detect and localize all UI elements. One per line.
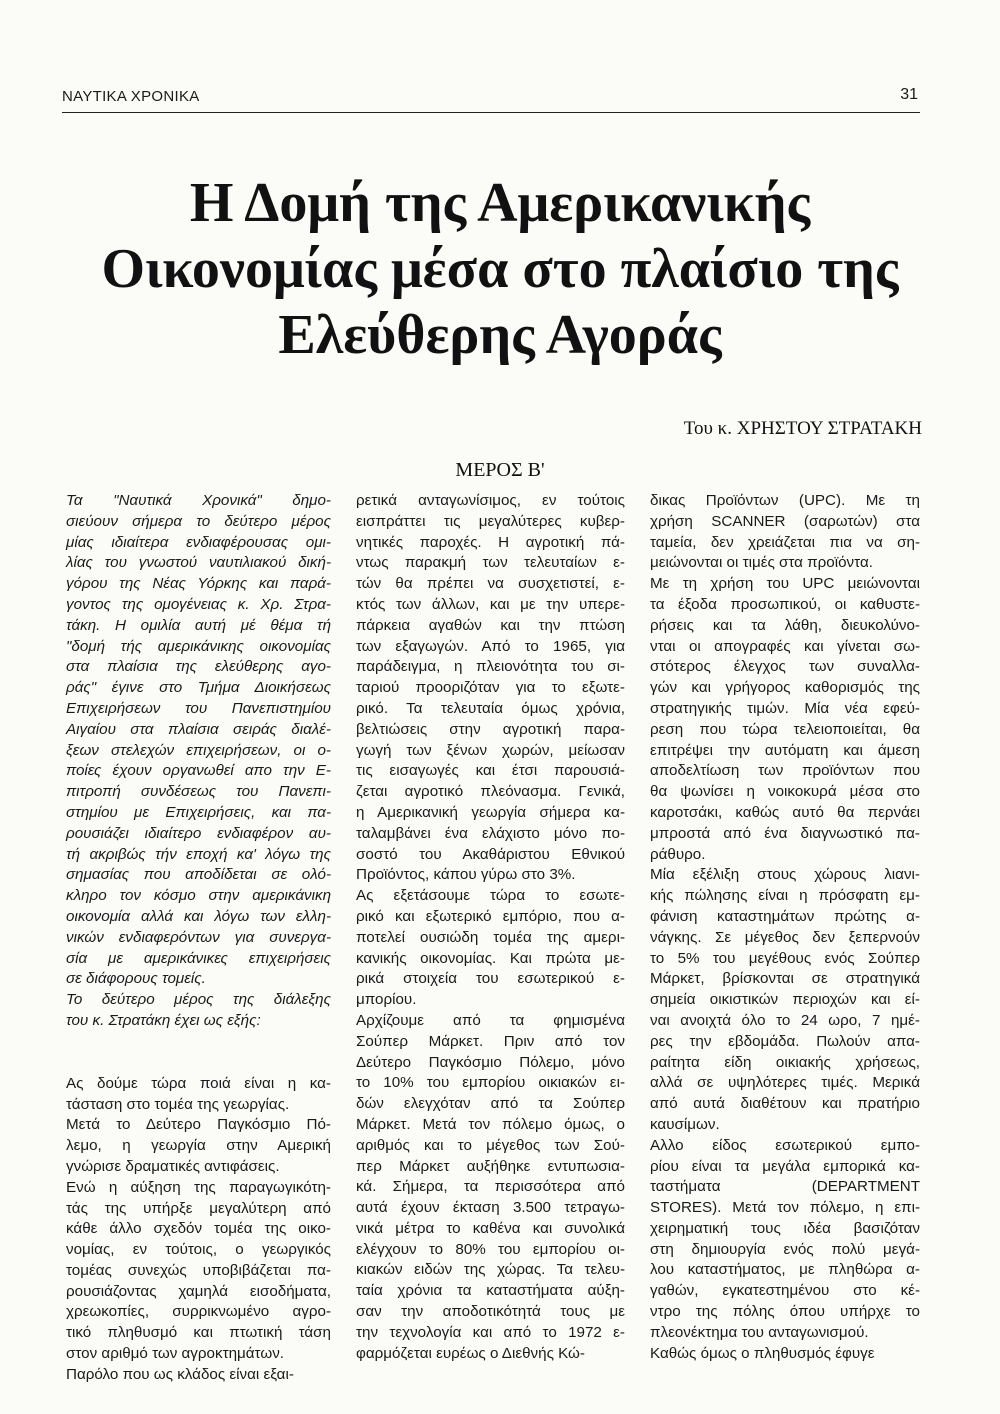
text-line: ρικό και εξωτερικό εμπόριο, που α- — [356, 907, 625, 925]
text-line: Αιγαίου στα πλαίσια σειράς διαλέ- — [66, 720, 331, 738]
text-line: ρικό. Τα τελευταία όμως χρόνια, — [356, 699, 625, 717]
text-line: Ας δούμε τώρα ποιά είναι η κα- — [66, 1074, 331, 1092]
text-line: καροτσάκι, καθώς αυτό θα περνάει — [650, 803, 920, 821]
text-line: κά. Σήμερα, τα περισσότερα από — [356, 1178, 625, 1196]
text-line: τάκη. Η ομιλία αυτή μέ θέμα τή — [66, 616, 331, 634]
text-line: ναι ανοιχτά όλο το 24 ωρο, 7 ημέ- — [650, 1011, 920, 1029]
text-line: ταριού προοριζόταν για το εξωτε- — [356, 679, 625, 697]
text-line: γοντος της ομογένειας κ. Χρ. Στρα- — [66, 595, 331, 613]
text-line: σε διάφορους τομείς. — [66, 970, 206, 988]
text-line: σοστό του Ακαθάριστου Εθνικού — [356, 845, 625, 863]
text-line: δικας Προϊόντων (UPC). Με τη — [650, 492, 920, 509]
text-line: το 5% του μεγέθους ενός Σούπερ — [650, 949, 920, 967]
text-line: κιακών ειδών της χώρας. Τα τελευ- — [356, 1261, 625, 1279]
text-line: τικό πληθυσμό και πτωτική τάση — [66, 1324, 331, 1342]
text-line: ποτελεί ουσιώδη τομέα της αμερι- — [356, 928, 625, 946]
text-line: παράδειγμα, η πλειονότητα του σι- — [356, 658, 625, 676]
text-line: Αρχίζουμε από τα φημισμένα — [356, 1011, 625, 1029]
part-heading: ΜΕΡΟΣ Β' — [455, 459, 545, 481]
running-header — [62, 86, 920, 113]
text-line: ταστήματα (DEPARTMENT — [650, 1178, 920, 1196]
text-line: σημασίας που αποδίδεται σε ολό- — [66, 866, 331, 884]
text-line: τών θα πρέπει να συσχετιστεί, ε- — [356, 575, 625, 593]
text-line: Σούπερ Μάρκετ. Πριν από τον — [356, 1032, 625, 1050]
text-line: τάσταση στο τομέα της γεωργίας. — [66, 1095, 290, 1113]
text-line: χρεωκοπίες, συρρικνωμένο αγρο- — [66, 1303, 331, 1321]
text-column-2 — [356, 491, 625, 1364]
title-line: Οικονομίας μέσα στο πλαίσιο της — [101, 238, 899, 300]
text-line: ταμεία, δεν χρειάζεται πια να ση- — [650, 533, 920, 551]
text-line: φαρμόζεται ευρέως ο Διεθνής Κώ- — [356, 1344, 585, 1362]
text-line: πιτροπή συνδέσεως του Πανεπι- — [66, 783, 331, 801]
text-line: τα έξοδα προσωπικού, οι καθυστε- — [650, 595, 920, 613]
text-line: την τεχνολογία και από το 1972 ε- — [356, 1323, 625, 1341]
title-line: Ελεύθερης Αγοράς — [278, 304, 722, 366]
text-line: νητικές παροχές. Η αγροτική πά- — [356, 533, 625, 551]
text-line: Τα "Ναυτικά Χρονικά" δημο- — [66, 492, 331, 509]
text-line: Μία εξέλιξη στους χώρους λιανι- — [650, 866, 920, 884]
text-line: ράς" έγινε στο Τμήμα Διοικήσεως — [66, 679, 331, 697]
text-column-3 — [650, 491, 920, 1364]
article-title — [70, 170, 930, 368]
text-line: στον αριθμό των αγροκτημάτων. — [66, 1345, 285, 1363]
text-line: εισπράττει τις μεγαλύτερες κυβερ- — [356, 512, 625, 530]
text-line: τή ακριβώς τήν εποχή κα' λόγω της — [66, 845, 331, 863]
text-line: θα ψωνίσει η νοικοκυρά μέσα στο — [650, 783, 920, 801]
text-line: ρουσιάζοντας χαμηλά εισοδήματα, — [66, 1282, 331, 1300]
text-line: κής πώλησης είναι η πρόσφατη εμ- — [650, 887, 920, 905]
text-line: αποδελτίωση των προϊόντων που — [650, 762, 920, 780]
text-line: περ Μάρκετ αυξήθηκε εντυπωσια- — [356, 1157, 625, 1175]
text-line: από αυτά διαθέτουν και πρατήριο — [650, 1095, 920, 1113]
text-line: χρήση SCANNER (σαρωτών) στα — [650, 512, 920, 530]
text-line: ρεση που τώρα τελειοποιείται, θα — [650, 720, 920, 738]
text-line: γωγή των ξένων χωρών, μείωσαν — [356, 741, 625, 759]
text-line: μίας ιδιαίτερα ενδιαφέρουσας ομι- — [66, 533, 331, 551]
text-line: δών ελεγχόταν από τα Σούπερ — [356, 1095, 625, 1113]
text-line: τάς της υπήρξε μεγαλύτερη από — [66, 1199, 331, 1217]
text-line: ξεων στελεχών επιχειρήσεων, οι ο- — [66, 741, 331, 759]
text-line: κάθε άλλο σχεδόν τομέα της οικο- — [66, 1220, 331, 1238]
text-line: ντρο της πόλης όπου υπήρχε το — [650, 1303, 920, 1321]
text-line: Το δεύτερο μέρος της διάλεξης — [66, 991, 331, 1009]
text-line: Δεύτερο Παγκόσμιο Πόλεμο, μόνο — [356, 1053, 625, 1071]
text-line: Ας εξετάσουμε τώρα το εσωτε- — [356, 887, 625, 905]
text-line: σημεία οικιστικών περιοχών και εί- — [650, 991, 920, 1009]
journal-name: ΝΑΥΤΙΚΑ ΧΡΟΝΙΚΑ — [62, 88, 200, 105]
text-line: στα πλαίσια της ελεύθερης αγο- — [66, 658, 331, 676]
text-line: "δομή τής αμερικάνικης οικονομίας — [66, 637, 331, 655]
text-line: Καθώς όμως ο πληθυσμός έφυγε — [650, 1344, 875, 1362]
text-line: ρήσεις και τα λάθη, διευκολύνο- — [650, 616, 920, 634]
text-line: νικών ενδιαφερόντων για συνεργα- — [66, 928, 331, 946]
text-line: Μετά το Δεύτερο Παγκόσμιο Πό- — [66, 1116, 331, 1134]
text-line: ραίτητα είδη οικιακής χρήσεως, — [650, 1053, 920, 1071]
text-line: Αλλο είδος εσωτερικού εμπο- — [650, 1136, 920, 1154]
paragraph-gap — [66, 1032, 331, 1074]
text-line: αλλά σε υψηλότερες τιμές. Μερικά — [650, 1074, 920, 1092]
text-line: τις εισαγωγές και έτσι παρουσιά- — [356, 762, 625, 780]
text-line: σιεύουν σήμερα το δεύτερο μέρος — [66, 512, 331, 530]
author-byline: Του κ. ΧΡΗΣΤΟΥ ΣΤΡΑΤΑΚΗ — [683, 418, 922, 439]
text-line: λου καταστήματος, με πληθώρα α- — [650, 1261, 920, 1279]
text-line: φάνιση καταστημάτων πρώτης α- — [650, 907, 920, 925]
page-number: 31 — [900, 86, 918, 103]
text-line: του κ. Στρατάκη έχει ως εξής: — [66, 1011, 261, 1029]
text-line: ποίες έχουν οργανωθεί απο την Ε- — [66, 762, 331, 780]
text-line: πάρκεια αγαθών και την πτώση — [356, 616, 625, 634]
text-line: γαθών, εγκατεστημένου στο κέ- — [650, 1282, 920, 1300]
text-line: ρουσιάζει ιδιαίτερο ενδιαφέρον αυ- — [66, 824, 331, 842]
text-line: STORES). Μετά τον πόλεμο, η επι- — [650, 1199, 920, 1217]
text-line: Μάρκετ. Μετά τον πόλεμο όμως, ο — [356, 1115, 625, 1133]
text-line: Ενώ η αύξηση της παραγωγικότη- — [66, 1178, 331, 1196]
text-line: των εξαγωγών. Από το 1965, για — [356, 637, 625, 655]
text-line: νικά μέτρα το καθένα και συνολικά — [356, 1219, 625, 1237]
text-line: Μάρκετ, βρίσκονται σε στρατηγικά — [650, 970, 920, 988]
text-line: λεμο, η γεωργία στην Αμερική — [66, 1137, 331, 1155]
text-line: στημίου με Επιχειρήσεις, και πα- — [66, 803, 331, 821]
text-line: ταλαμβάνει ένα ελάχιστο μόνο πο- — [356, 824, 625, 842]
text-line: στότερος έλεγχος των συναλλα- — [650, 658, 920, 676]
text-line: επιτρέψει την αυτόματη και άμεση — [650, 741, 920, 759]
text-line: το 10% του εμπορίου οικιακών ει- — [356, 1074, 625, 1092]
text-line: τομέας συνεχώς υποβιβάζεται πα- — [66, 1261, 331, 1279]
text-line: μπροστά από ένα διαγνωστικό πα- — [650, 824, 920, 842]
text-column-1 — [66, 491, 331, 1386]
text-line: ρικά στοιχεία του εσωτερικού ε- — [356, 970, 625, 988]
title-line: Η Δομή της Αμερικανικής — [189, 172, 811, 234]
text-line: κληρο τον κόσμο στην αμερικάνικη — [66, 887, 331, 905]
text-line: νται οι απογραφές και γίνεται σω- — [650, 637, 920, 655]
text-line: Επιχειρήσεων του Πανεπιστημίου — [66, 699, 331, 717]
text-line: καυσίμων. — [650, 1115, 720, 1133]
text-line: πλεονέκτημα του ανταγωνισμού. — [650, 1323, 869, 1341]
text-line: γών και γρήγορος καθορισμός της — [650, 679, 920, 697]
text-line: κανικής οικονομίας. Και πρώτα με- — [356, 949, 625, 967]
text-line: χειρηματική τους ιδέα βασιζόταν — [650, 1219, 920, 1237]
text-line: ρετικά ανταγωνίσιμος, εν τούτοις — [356, 492, 625, 509]
text-line: βελτιώσεις στην αγροτική παρα- — [356, 720, 625, 738]
text-line: νάγκης. Σε μέγεθος δεν ξεπερνούν — [650, 928, 920, 946]
text-line: ρες την εβδομάδα. Πωλούν απα- — [650, 1032, 920, 1050]
text-line: Με τη χρήση του UPC μειώνονται — [650, 575, 920, 593]
text-line: Παρόλο που ως κλάδος είναι εξαι- — [66, 1365, 294, 1383]
text-line: οικονομία αλλά και λόγω των ελλη- — [66, 907, 331, 925]
text-line: ράθυρο. — [650, 845, 706, 863]
text-line: η Αμερικανική γεωργία σήμερα κα- — [356, 803, 625, 821]
text-line: ζεται αγροτικό πλεόνασμα. Γενικά, — [356, 783, 625, 801]
text-line: σία με αμερικάνικες επιχειρήσεις — [66, 949, 331, 967]
text-line: ρίου είναι τα μεγάλα εμπορικά κα- — [650, 1157, 920, 1175]
text-line: λίας του γνωστού ναυτιλιακού δική- — [66, 554, 331, 572]
text-line: μειώνονται οι τιμές στα προϊόντα. — [650, 554, 873, 572]
text-line: νομίας, εν τούτοις, ο γεωργικός — [66, 1241, 331, 1259]
text-line: Προϊόντος, κάπου γύρω στο 3%. — [356, 866, 576, 884]
text-line: ελέγχουν το 80% του εμπορίου οι- — [356, 1240, 625, 1258]
text-line: γνώρισε δραματικές αντιφάσεις. — [66, 1157, 280, 1175]
text-line: σαν την αποδοτικότητά τους με — [356, 1303, 625, 1321]
text-line: αυτά έχουν έκταση 3.500 τετραγω- — [356, 1199, 625, 1217]
text-line: αριθμός και το μέγεθος των Σού- — [356, 1136, 625, 1154]
text-line: ντως παρακμή των τελευταίων ε- — [356, 554, 625, 572]
text-line: κτός των άλλων, και με την υπερε- — [356, 595, 625, 613]
text-line: μπορίου. — [356, 991, 417, 1009]
text-line: στη δημιουργία ενός πολύ μεγά- — [650, 1240, 920, 1258]
text-line: γόρου της Νέας Υόρκης και παρά- — [66, 575, 331, 593]
text-line: ταία χρόνια τα καταστήματα αύξη- — [356, 1282, 625, 1300]
text-line: στρατηγικής τιμών. Μία νέα εφεύ- — [650, 699, 920, 717]
